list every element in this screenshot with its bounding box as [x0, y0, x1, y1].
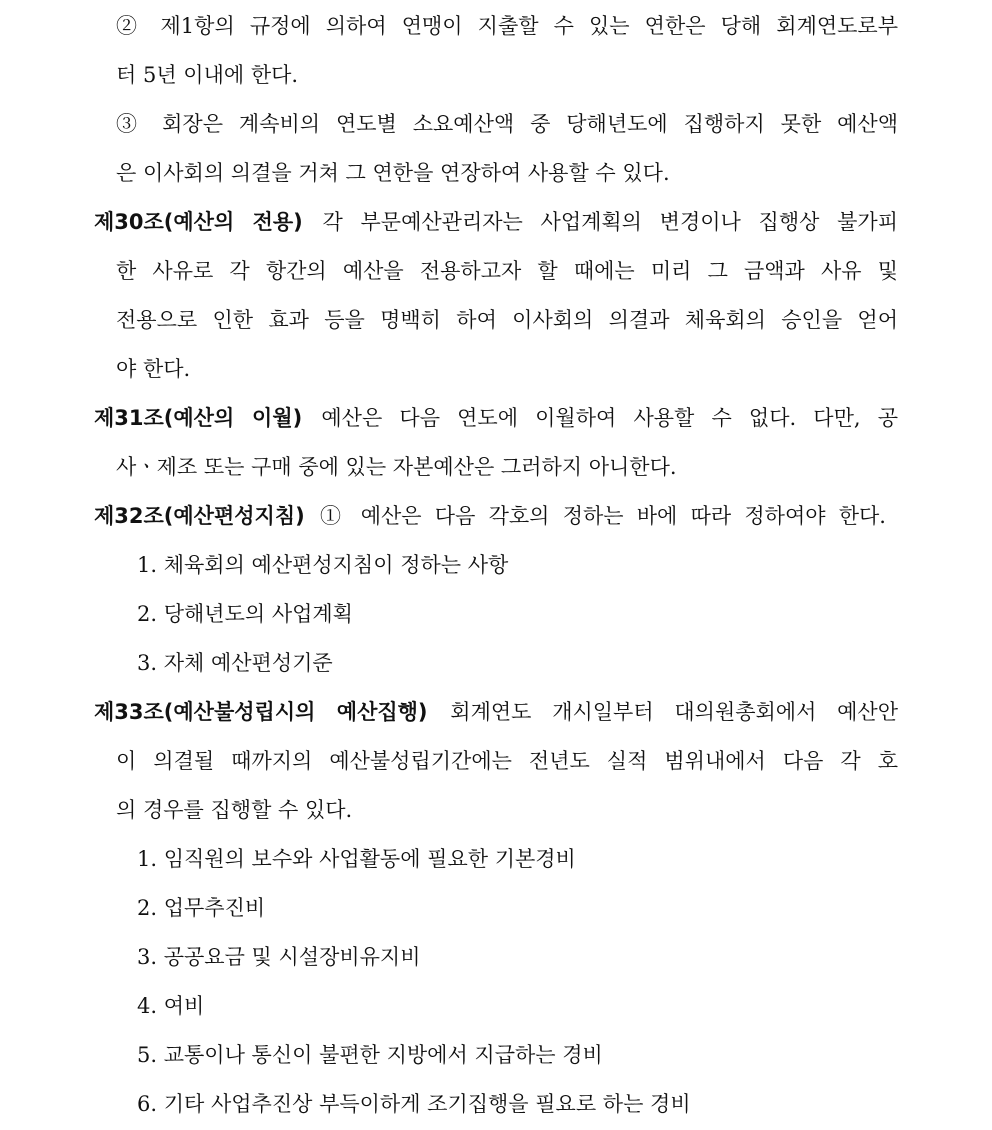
- art33-item-3: 3. 공공요금 및 시설장비유지비: [137, 945, 421, 969]
- art31-text1: 예산은 다음 연도에 이월하여 사용할 수 없다. 다만, 공: [321, 406, 898, 430]
- art32-item-1: 1. 체육회의 예산편성지침이 정하는 사항: [137, 553, 509, 577]
- art32-text1: ① 예산은 다음 각호의 정하는 바에 따라 정하여야 한다.: [319, 504, 886, 528]
- art32-item-2: 2. 당해년도의 사업계획: [137, 602, 353, 626]
- art29-p2-line1: ② 제1항의 규정에 의하여 연맹이 지출할 수 있는 연한은 당해 회계연도로부: [116, 14, 898, 38]
- art30-line2: 한 사유로 각 항간의 예산을 전용하고자 할 때에는 미리 그 금액과 사유 및: [116, 259, 898, 283]
- art30-title: 제30조(예산의 전용): [94, 210, 303, 234]
- art33-title: 제33조(예산불성립시의 예산집행): [94, 700, 428, 724]
- art33-item-1: 1. 임직원의 보수와 사업활동에 필요한 기본경비: [137, 847, 576, 871]
- art33-item-6: 6. 기타 사업추진상 부득이하게 조기집행을 필요로 하는 경비: [137, 1092, 691, 1116]
- art32-title: 제32조(예산편성지침): [94, 504, 305, 528]
- art33-text1: 회계연도 개시일부터 대의원총회에서 예산안: [450, 700, 898, 724]
- art31-line1: [94, 394, 898, 443]
- art30-line1: [94, 198, 898, 247]
- art29-p2-line2: 터 5년 이내에 한다.: [116, 63, 299, 87]
- art33-line3: 의 경우를 집행할 수 있다.: [116, 798, 353, 822]
- art30-line3: 전용으로 인한 효과 등을 명백히 하여 이사회의 의결과 체육회의 승인을 얻어: [116, 308, 898, 332]
- art33-line1: [94, 688, 898, 737]
- art33-item-2: 2. 업무추진비: [137, 896, 266, 920]
- art30-line4: 야 한다.: [116, 357, 191, 381]
- art31-line2: 사ㆍ제조 또는 구매 중에 있는 자본예산은 그러하지 아니한다.: [116, 455, 677, 479]
- art33-line2: 이 의결될 때까지의 예산불성립기간에는 전년도 실적 범위내에서 다음 각 호: [116, 749, 898, 773]
- art30-text1: 각 부문예산관리자는 사업계획의 변경이나 집행상 불가피: [322, 210, 898, 234]
- art32-line1: [94, 492, 886, 541]
- art33-item-4: 4. 여비: [137, 994, 205, 1018]
- art31-title: 제31조(예산의 이월): [94, 406, 303, 430]
- art33-item-5: 5. 교통이나 통신이 불편한 지방에서 지급하는 경비: [137, 1043, 603, 1067]
- art29-p3-line2: 은 이사회의 의결을 거쳐 그 연한을 연장하여 사용할 수 있다.: [116, 161, 670, 185]
- art32-item-3: 3. 자체 예산편성기준: [137, 651, 333, 675]
- art29-p3-line1: ③ 회장은 계속비의 연도별 소요예산액 중 당해년도에 집행하지 못한 예산액: [116, 112, 898, 136]
